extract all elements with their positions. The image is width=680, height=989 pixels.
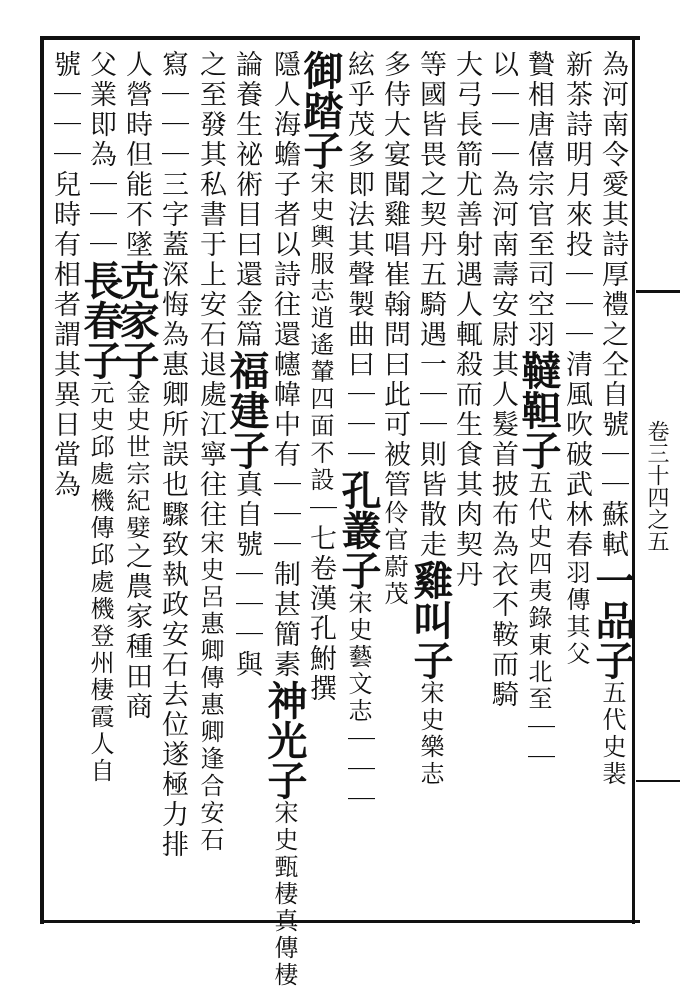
text-segment: 等國皆畏之契丹五騎遇一 [415,50,446,380]
text-segment: ｜｜｜ [343,725,374,815]
text-column-6 [407,50,454,920]
text-segment: ｜｜｜ [85,170,116,260]
text-segment: 伶官蔚茂 [380,500,408,608]
text-segment: 清風吹破武林春 [561,350,592,560]
text-segment: 大弓長箭尤善射遇人輒殺而生食其肉契丹 [451,50,482,590]
text-column-15 [77,50,124,920]
text-column-4 [482,50,522,920]
entry-headword: 韃靼子 [515,350,562,470]
text-segment: 宋史呂惠卿傳惠卿逢合安石 [196,530,224,854]
text-column-8 [335,50,382,920]
text-segment: 金史世宗紀嬖 [122,380,150,542]
text-segment: ｜｜ [523,713,554,773]
entry-headword: 福建子 [223,350,270,470]
text-segment: 其人髮首披布為衣不鞍而騎 [487,350,518,710]
text-segment: 之至發其私書于上安石退處江寧往往 [195,50,226,530]
text-column-13 [152,50,192,920]
text-segment: ｜｜｜ [561,260,592,350]
text-segment: 幰幃中有 [269,350,300,470]
text-segment: ｜｜｜ [269,470,300,560]
text-segment: 五代史裴 [598,680,626,788]
frame-top-border [40,36,640,40]
text-segment: 多侍大宴聞雞唱崔翰問曰此可被管 [379,50,410,500]
text-column-1 [589,50,636,920]
text-segment: 贄相唐僖宗官至司空羽 [523,50,554,350]
text-segment: 絃乎茂多即法其聲製曲曰 [343,50,374,380]
text-column-2 [556,50,596,920]
entry-headword: 一品子 [589,560,636,680]
text-segment: 宋史樂志 [416,680,444,788]
entry-headword: 克家子 [113,260,160,380]
text-segment: 新茶詩明月來投 [561,50,592,260]
margin-volume-label [636,40,676,920]
text-segment: 父業即為 [85,50,116,170]
text-segment: 之農家種田商 [121,542,152,722]
entry-headword: 雞叫子 [407,560,454,680]
text-column-12 [190,50,230,920]
entry-headword: 長春子 [77,260,124,380]
text-segment: 為河南令愛其詩厚禮之仝自號 [597,50,628,440]
text-column-11 [223,50,270,920]
text-column-14 [113,50,160,920]
text-segment: 五代史四夷錄東北至 [524,470,552,713]
text-segment: 號 [49,50,80,80]
frame-bottom-border [40,920,640,923]
entry-headword: 御踏子 [297,50,344,170]
text-segment: 宋史甄棲真傳棲 [270,800,298,989]
text-segment: 則皆散走 [415,440,446,560]
text-segment: ｜｜ [415,380,446,440]
text-segment: ｜｜ [597,440,628,500]
text-column-3 [515,50,562,920]
text-segment: 蘇軾 [597,500,628,560]
text-segment: 宋史藝文志 [344,590,372,725]
text-segment: 寫｜｜｜三字蓋深悔為惠卿所誤也 [157,50,188,500]
text-segment: 論養生祕術目曰還金篇 [231,50,262,350]
entry-headword: 神光子 [261,680,308,800]
text-column-5 [446,50,486,920]
volume-number: 卷三十四之五 [644,420,669,552]
text-column-16 [44,50,84,920]
text-segment: 兒時有相者謂其異日當為 [49,170,80,500]
entry-headword: 孔叢子 [335,470,382,590]
text-segment: 人營時但能不墜 [121,50,152,260]
text-column-10 [261,50,308,989]
text-segment: ｜｜｜ [231,560,262,650]
frame-right-border [632,36,635,924]
text-segment: 制甚簡素 [269,560,300,680]
text-segment: 真自號 [231,470,262,560]
text-segment: ｜｜｜ [343,380,374,470]
text-segment: ｜｜｜ [49,80,80,170]
text-segment: 宋史輿服志逍遙輦四面不設 [306,170,334,494]
text-segment: 驟致執政安石去位遂極力排 [157,500,188,860]
text-segment: 羽傳其父 [562,560,590,668]
text-segment: ｜七卷漢孔鮒撰 [305,494,336,704]
text-segment: 隱人海蟾子者以詩往還 [269,50,300,350]
text-segment: 與 [231,650,262,680]
text-segment: 元史邱處機傳邱處機登州棲霞人自 [86,380,114,785]
text-segment: 以｜｜｜為河南壽安尉 [487,50,518,350]
